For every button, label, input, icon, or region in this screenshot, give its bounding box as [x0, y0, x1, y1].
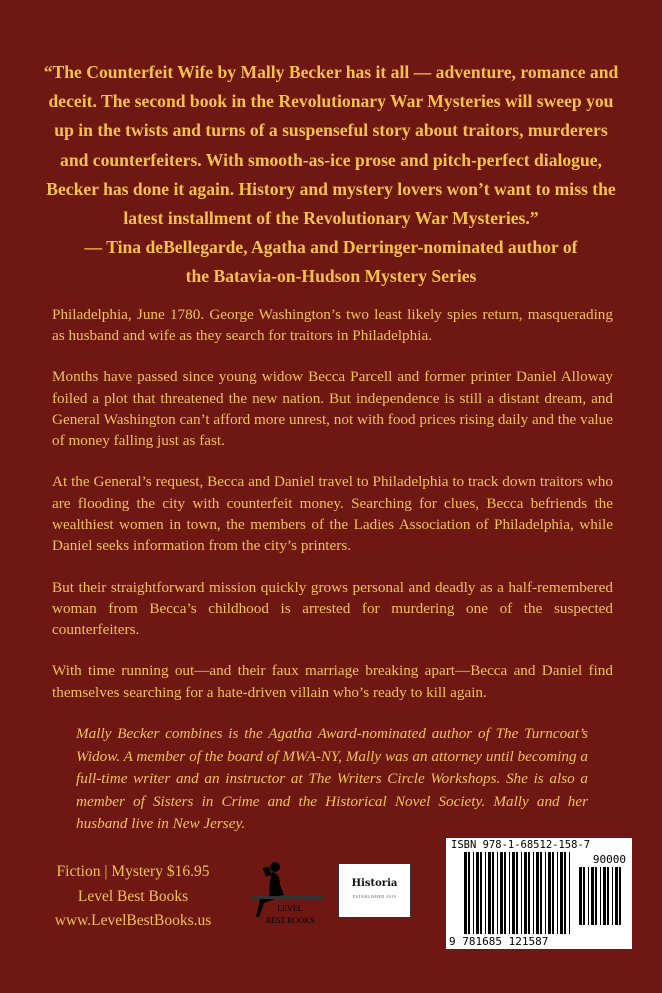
barcode-bar [464, 852, 467, 934]
barcode-bar [480, 852, 482, 934]
isbn-text: ISBN 978-1-68512-158-7 [451, 839, 591, 852]
barcode-bar [473, 852, 474, 934]
barcode-bar [560, 852, 563, 934]
barcode-bar [468, 852, 470, 934]
barcode-bar [521, 852, 522, 934]
synopsis-paragraph: Months have passed since young widow Becca Parcell and former printer Daniel Alloway foiled a plot that threatened the new nation. But independence is still a distant dream, and General Washington can’t afford more unrest, not with food prices rising daily and the value of money falling just as fast. [52, 368, 613, 450]
barcode-bar [615, 867, 618, 925]
isbn-barcode [446, 838, 632, 949]
barcode-bar [524, 852, 527, 934]
quote-attribution: — Tina deBellegarde, Agatha and Derringer-nominated author of [84, 237, 578, 258]
synopsis-paragraph: At the General’s request, Becca and Daniel travel to Philadelphia to track down traitors who are flooding the city with counterfeit money. Searching for clues, Becca befriends the wealthiest women in town, the members of the Ladies Association of Philadelphia, while Daniel seeks information from the city’s printers. [52, 473, 613, 555]
barcode-bar [591, 867, 594, 925]
barcode-bar [476, 852, 479, 934]
logo-text-level: LEVEL [277, 904, 303, 914]
barcode-bar [603, 867, 606, 925]
endorsement-quote [40, 58, 622, 292]
barcode-bar [492, 852, 494, 934]
barcode-bar [600, 867, 601, 925]
barcode-bar [516, 852, 518, 934]
barcode-bar [512, 852, 515, 934]
synopsis [52, 304, 613, 703]
bottom-row [0, 839, 662, 966]
barcode-bar [548, 852, 551, 934]
barcode-bar [552, 852, 554, 934]
barcode-bar [595, 867, 597, 925]
author-bio: Mally Becker combines is the Agatha Award-nominated author of The Turncoat’s Widow. A member of the board of MWA-NY, Mally was an attorney until becoming a full-time writer and an instructor at The Writers Circle Workshops. She is also a member of Sisters in Crime and the Historical Novel Society. Mally and her husband live in New Jersey. [76, 725, 588, 833]
quote-attribution-series: the Batavia-on-Hudson Mystery Series [185, 266, 477, 287]
barcode-bar [500, 852, 503, 934]
barcode-bar [488, 852, 491, 934]
ean-digits: 9 781685 121587 [449, 935, 549, 949]
barcode-bar [485, 852, 486, 934]
synopsis-paragraph: But their straightforward mission quickly grows personal and deadly as a half-remembered woman from Becca’s childhood is arrested for murdering one of the suspected counterfeiters. [52, 578, 613, 639]
barcode-bar [509, 852, 510, 934]
barcode-bar [588, 867, 589, 925]
barcode-bar [619, 867, 621, 925]
historia-title: Historia [351, 878, 398, 890]
historia-logo [338, 863, 411, 918]
publisher-name: Level Best Books [77, 887, 189, 905]
synopsis-paragraph: Philadelphia, June 1780. George Washington’s two least likely spies return, masquerading as husband and wife as they search for traitors in Philadelphia. [52, 305, 613, 344]
barcode-bar [612, 867, 613, 925]
imprint-info [30, 860, 236, 934]
price-addon-code: 90000 [592, 853, 626, 867]
barcode-bar [536, 852, 539, 934]
quote-text: “The Counterfeit Wife by Mally Becker has it all — adventure, romance and deceit. The second book in the Revolutionary War Mysteries will sweep you up in the twists and turns of a suspenseful story about traitors, murderers and counterfeiters. With smooth-as-ice prose and pitch-perfect dialogue, Becker has done it again. History and mystery lovers won’t want to miss the latest installment of the Revolutionary War Mysteries.” [43, 62, 619, 229]
publisher-website: www.LevelBestBooks.us [54, 912, 212, 930]
barcode-bar [528, 852, 530, 934]
logo-text-best-books: BEST BOOKS [265, 916, 315, 926]
barcode-bar [583, 867, 585, 925]
barcode-bar [497, 852, 498, 934]
barcode-bar [504, 852, 506, 934]
barcode-bar [564, 852, 566, 934]
genre-price: Fiction | Mystery $16.95 [56, 863, 210, 881]
barcode-bar [569, 852, 570, 934]
synopsis-paragraph: With time running out—and their faux marriage breaking apart—Becca and Daniel find themselves searching for a hate-driven villain who’s ready to kill again. [52, 662, 613, 701]
historia-subtitle: ESTABLISHED 2019 [352, 894, 397, 900]
barcode-bar [545, 852, 546, 934]
barcode-bar [557, 852, 558, 934]
barcode-bar [579, 867, 582, 925]
level-best-books-logo [250, 857, 326, 927]
barcode-bar [607, 867, 609, 925]
barcode-bar [533, 852, 534, 934]
barcode-bar [540, 852, 542, 934]
